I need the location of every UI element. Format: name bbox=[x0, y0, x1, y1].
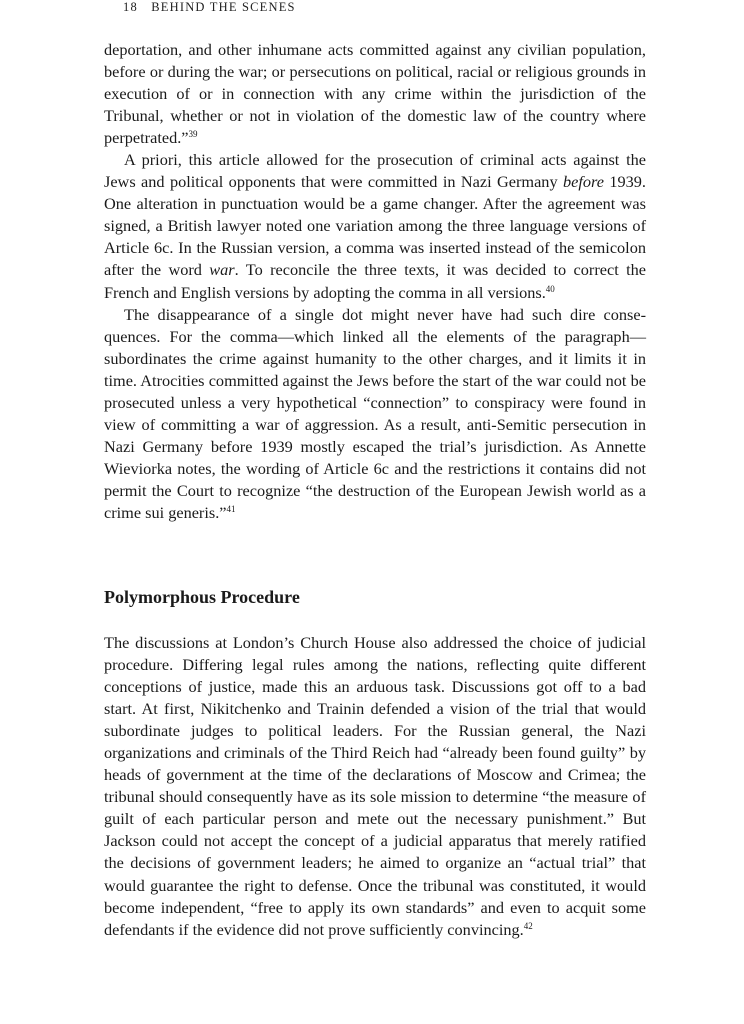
running-head-title: BEHIND THE SCENES bbox=[151, 0, 296, 14]
paragraph bbox=[104, 632, 646, 941]
text-run: The disappearance of a single dot might never have had such dire consequences. For the comma—which linked all the elements of the paragraph—subordinates the crime against humanity to the other charges, and it limits it in time. Atrocities committed against the Jews before the start of the war could not be prosecuted unless a very hypothetical “connection” to conspiracy were found in view of committing a war of aggression. As a result, anti-Semitic persecution in Nazi Germany before 1939 mostly escaped the trial’s jurisdiction. As Annette Wieviorka notes, the wording of Article 6c and the restrictions it contains did not permit the Court to recognize “the destruction of the European Jewish world as a crime sui generis.” bbox=[104, 304, 646, 522]
text-run: A priori, this article allowed for the prosecution of criminal acts against the Jews and political opponents that were committed in Nazi Germany bbox=[104, 150, 646, 192]
running-head bbox=[123, 0, 296, 15]
text-run: 1939. One alteration in punctuation would be a game changer. After the agreement was signed, a British lawyer noted one variation among the three language versions of Article 6c. In the Russian version, a comma was inserted instead of the semicolon after the word bbox=[104, 172, 647, 280]
text-run: . To reconcile the three texts, it was decided to correct the French and English versions by adopting the comma in all versions. bbox=[104, 260, 647, 302]
italic-text: before bbox=[562, 172, 604, 192]
footnote-marker: 42 bbox=[523, 920, 533, 931]
italic-text: war bbox=[209, 260, 235, 280]
footnote-marker: 41 bbox=[226, 503, 236, 514]
body-text-bottom bbox=[104, 632, 646, 941]
page-number: 18 bbox=[123, 0, 138, 14]
paragraph bbox=[104, 39, 646, 149]
section-heading: Polymorphous Procedure bbox=[104, 587, 300, 607]
paragraph bbox=[104, 304, 646, 524]
footnote-marker: 39 bbox=[188, 129, 198, 140]
text-run: The discussions at London’s Church House also addressed the choice of judicial procedure. Differing legal rules among the nations, reflecting quite different conceptions of justice, made this an arduous task. Discussions got off to a bad start. At first, Nikitchenko and Trainin defended a vision of the trial that would subordinate judges to political leaders. For the Russian general, the Nazi organizations and criminals of the Third Reich had “already been found guilty” by heads of government at the time of the declarations of Moscow and Crimea; the tribunal should consequently have as its sole mission to determine “the measure of guilt of each particular person and mete out the necessary punishment.” But Jackson could not accept the concept of a judicial apparatus that merely ratified the decisions of government leaders; he aimed to organize an “actual trial” that would guarantee the right to defense. Once the tribunal was constituted, it would become independent, “free to apply its own standards” and even to acquit some defendants if the evidence did not prove sufficiently convincing. bbox=[104, 633, 646, 939]
body-text-top bbox=[104, 39, 646, 524]
text-run: deportation, and other inhumane acts committed against any civilian population, before or during the war; or persecutions on political, racial or religious grounds in execution of or in connection with any crime within the jurisdiction of the Tribunal, whether or not in violation of the domestic law of the country where perpetrated.” bbox=[104, 40, 646, 148]
footnote-marker: 40 bbox=[545, 283, 555, 294]
paragraph bbox=[104, 149, 646, 303]
